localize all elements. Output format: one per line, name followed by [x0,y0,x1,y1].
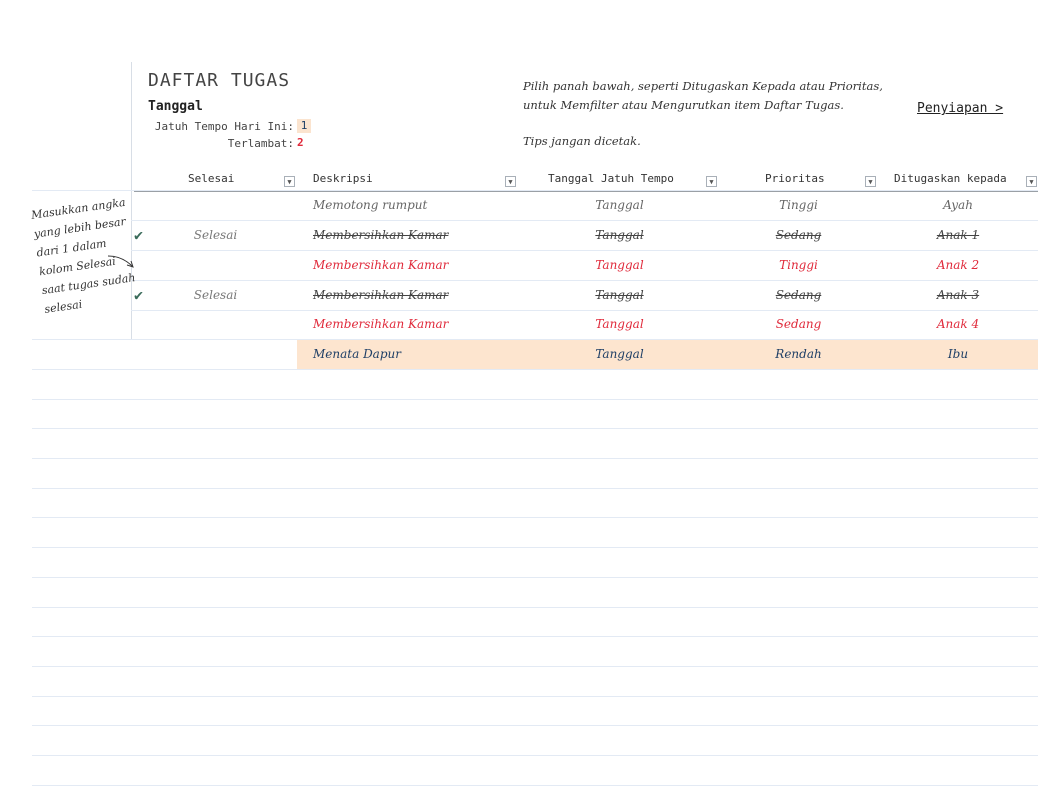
assigned-cell[interactable]: Anak 4 [936,317,980,331]
checkmark-icon: ✔ [134,286,144,304]
row-divider [32,369,1038,370]
assigned-cell[interactable] [878,281,1038,310]
priority-cell[interactable]: Tinggi [779,198,818,212]
filter-dropdown-done-icon[interactable]: ▼ [284,176,295,187]
assigned-cell[interactable]: Ibu [947,347,969,361]
priority-text: Sedang [775,288,822,302]
column-header-assigned [878,170,1038,192]
due-date-text: Tanggal [595,288,644,302]
arrow-icon [106,250,136,272]
date-label: Tanggal [148,99,203,114]
row-divider [32,607,1038,608]
filter-dropdown-due-date-icon[interactable]: ▼ [706,176,717,187]
due-today-label: Jatuh Tempo Hari Ini: [154,120,294,133]
assigned-text: Anak 1 [936,228,980,242]
due-today-count: 1 [297,119,311,133]
assigned-cell[interactable] [878,221,1038,250]
priority-cell[interactable] [719,221,878,250]
priority-cell[interactable]: Tinggi [779,258,818,272]
page-title: DAFTAR TUGAS [148,70,291,91]
due-date-cell[interactable]: Tanggal [595,317,644,331]
column-header-priority-label: Prioritas [765,172,825,185]
priority-cell[interactable]: Sedang [775,317,822,331]
assigned-text: Anak 3 [936,288,980,302]
row-divider [32,696,1038,697]
overdue-count: 2 [297,136,304,149]
setup-link[interactable]: Penyiapan > [917,101,1004,116]
done-cell[interactable]: Selesai [193,288,238,302]
column-header-due-date [520,170,719,192]
priority-text: Sedang [775,228,822,242]
row-divider [32,755,1038,756]
due-date-cell[interactable] [520,281,719,310]
column-header-done [134,170,297,192]
description-cell[interactable]: Membersihkan Kamar [313,228,449,242]
row-divider [32,458,1038,459]
due-date-cell[interactable]: Tanggal [595,198,644,212]
description-cell[interactable]: Menata Dapur [313,347,401,361]
row-divider [32,517,1038,518]
description-cell[interactable]: Membersihkan Kamar [313,317,449,331]
priority-cell[interactable] [719,281,878,310]
column-header-assigned-label: Ditugaskan kepada [894,172,1007,185]
filter-dropdown-priority-icon[interactable]: ▼ [865,176,876,187]
row-divider [32,725,1038,726]
row-divider [32,577,1038,578]
done-cell[interactable]: Selesai [193,228,238,242]
due-date-cell[interactable]: Tanggal [595,347,644,361]
column-header-done-label: Selesai [188,172,235,185]
assigned-cell[interactable]: Anak 2 [936,258,980,272]
row-divider [32,636,1038,637]
assigned-cell[interactable]: Ayah [943,198,973,212]
due-date-cell[interactable]: Tanggal [595,258,644,272]
row-divider [32,488,1038,489]
column-header-priority [719,170,878,192]
row-divider [32,785,1038,786]
column-header-due-date-label: Tanggal Jatuh Tempo [548,172,674,185]
instruction-text: Pilih panah bawah, seperti Ditugaskan Kepada atau Prioritas, untuk Memfilter atau Mengurutkan item Daftar Tugas. [523,79,883,112]
description-cell[interactable]: Membersihkan Kamar [313,258,449,272]
filter-dropdown-assigned-icon[interactable]: ▼ [1026,176,1037,187]
due-date-cell[interactable] [520,221,719,250]
column-header-description-label: Deskripsi [313,172,373,185]
row-divider [32,428,1038,429]
priority-cell[interactable]: Rendah [775,347,822,361]
row-divider [32,666,1038,667]
side-note: Masukkan angka yang lebih besar dari 1 dalam kolom Selesai saat tugas sudah selesai [30,195,137,316]
description-cell[interactable]: Membersihkan Kamar [313,288,449,302]
row-divider [32,399,1038,400]
row-divider [32,547,1038,548]
due-date-text: Tanggal [595,228,644,242]
column-header-description [297,170,520,192]
filter-dropdown-description-icon[interactable]: ▼ [505,176,516,187]
tip-text: Tips jangan dicetak. [523,134,641,148]
checkmark-icon: ✔ [134,226,144,244]
description-cell[interactable]: Memotong rumput [313,198,428,212]
overdue-label: Terlambat: [227,137,294,150]
